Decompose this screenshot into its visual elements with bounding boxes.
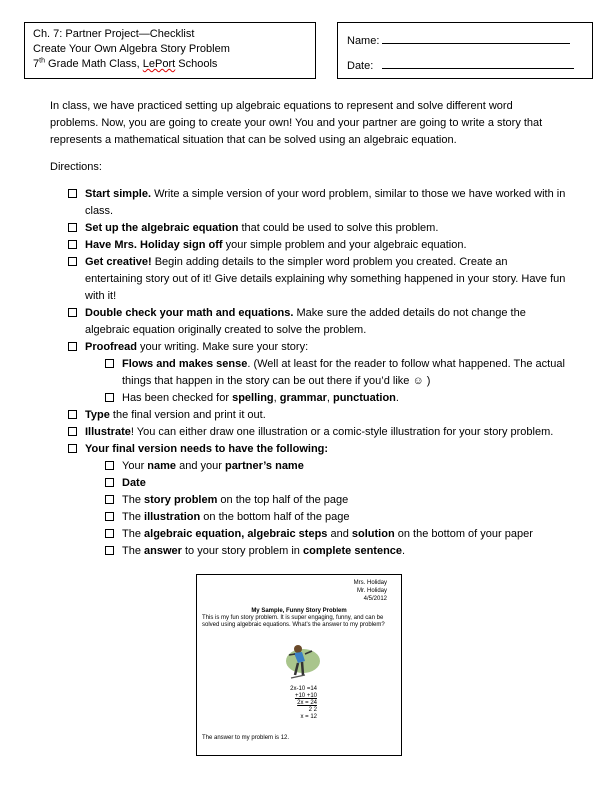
- checklist-item: Get creative! Begin adding details to the simpler word problem you created. Create an entertaining story out of it! Give details explaining why something happened in your story. Have fun with it!: [68, 254, 568, 305]
- sample-title: My Sample, Funny Story Problem: [251, 608, 347, 614]
- sample-name-1: Mrs. Holiday: [353, 580, 387, 586]
- checkbox[interactable]: [105, 478, 114, 487]
- sample-date: 4/5/2012: [363, 596, 387, 602]
- checklist-subitem: Flows and makes sense. (Well at least for the reader to follow what happened. The actual things that happen in the story can be out there if you’d like ☺ ): [105, 356, 568, 390]
- checklist-subitem: The answer to your story problem in complete sentence.: [105, 543, 568, 560]
- sample-project-thumbnail: [196, 574, 402, 756]
- checkbox[interactable]: [105, 495, 114, 504]
- checklist: [68, 186, 568, 560]
- checkbox[interactable]: [68, 427, 77, 436]
- checkbox[interactable]: [68, 342, 77, 351]
- checkbox[interactable]: [105, 546, 114, 555]
- checkbox[interactable]: [105, 393, 114, 402]
- checkbox[interactable]: [105, 512, 114, 521]
- checklist-item: Type the final version and print it out.: [68, 407, 568, 424]
- date-field[interactable]: Date:: [347, 54, 583, 79]
- directions-label: Directions:: [50, 161, 102, 173]
- header-info-box: [24, 22, 316, 79]
- checkbox[interactable]: [68, 308, 77, 317]
- checklist-item: Have Mrs. Holiday sign off your simple problem and your algebraic equation.: [68, 237, 568, 254]
- checklist-item: Proofread your writing. Make sure your story:: [68, 339, 568, 356]
- checklist-subitem: The story problem on the top half of the page: [105, 492, 568, 509]
- header-title: Ch. 7: Partner Project—Checklist: [33, 28, 195, 40]
- checklist-item: Start simple. Write a simple version of your word problem, similar to those we have worked with in class.: [68, 186, 568, 220]
- checklist-subitem: Your name and your partner’s name: [105, 458, 568, 475]
- checkbox[interactable]: [105, 529, 114, 538]
- checkbox[interactable]: [68, 240, 77, 249]
- checklist-subitem: Has been checked for spelling, grammar, punctuation.: [105, 390, 568, 407]
- checklist-item: Double check your math and equations. Make sure the added details do not change the algebraic equation originally created to solve the problem.: [68, 305, 568, 339]
- date-blank[interactable]: [382, 58, 574, 69]
- checklist-item: Your final version needs to have the following:: [68, 441, 568, 458]
- header-subtitle: Create Your Own Algebra Story Problem: [33, 43, 230, 55]
- checkbox[interactable]: [68, 410, 77, 419]
- checkbox[interactable]: [68, 257, 77, 266]
- header-class-line: 7th Grade Math Class, LePort Schools: [33, 57, 218, 70]
- checkbox[interactable]: [105, 359, 114, 368]
- sample-answer: The answer to my problem is 12.: [202, 735, 290, 741]
- sample-body: This is my fun story problem. It is super engaging, funny, and can be solved using algebraic equations. What’s the answer to my problem?: [202, 615, 385, 628]
- checkbox[interactable]: [68, 189, 77, 198]
- checklist-item: Set up the algebraic equation that could be used to solve this problem.: [68, 220, 568, 237]
- checkbox[interactable]: [105, 461, 114, 470]
- sample-algebra-steps: 2x-10 =14 +10 +10 2x = 24 2 2 x = 12: [290, 686, 317, 720]
- name-date-box: [337, 22, 593, 79]
- checklist-subitem: Date: [105, 475, 568, 492]
- checklist-subitem: The illustration on the bottom half of the page: [105, 509, 568, 526]
- checkbox[interactable]: [68, 223, 77, 232]
- sample-name-2: Mr. Holiday: [356, 588, 387, 594]
- checklist-item: Illustrate! You can either draw one illustration or a comic-style illustration for your story problem.: [68, 424, 568, 441]
- skier-illustration: [281, 641, 321, 683]
- name-blank[interactable]: [382, 33, 570, 44]
- checklist-subitem: The algebraic equation, algebraic steps and solution on the bottom of your paper: [105, 526, 568, 543]
- intro-paragraph: In class, we have practiced setting up algebraic equations to represent and solve different word problems. Now, you are going to create your own! You and your partner are going to write a story that represents a mathematical situation that can be solved using an algebraic equation.: [50, 100, 543, 146]
- checkbox[interactable]: [68, 444, 77, 453]
- name-field[interactable]: Name:: [347, 29, 583, 54]
